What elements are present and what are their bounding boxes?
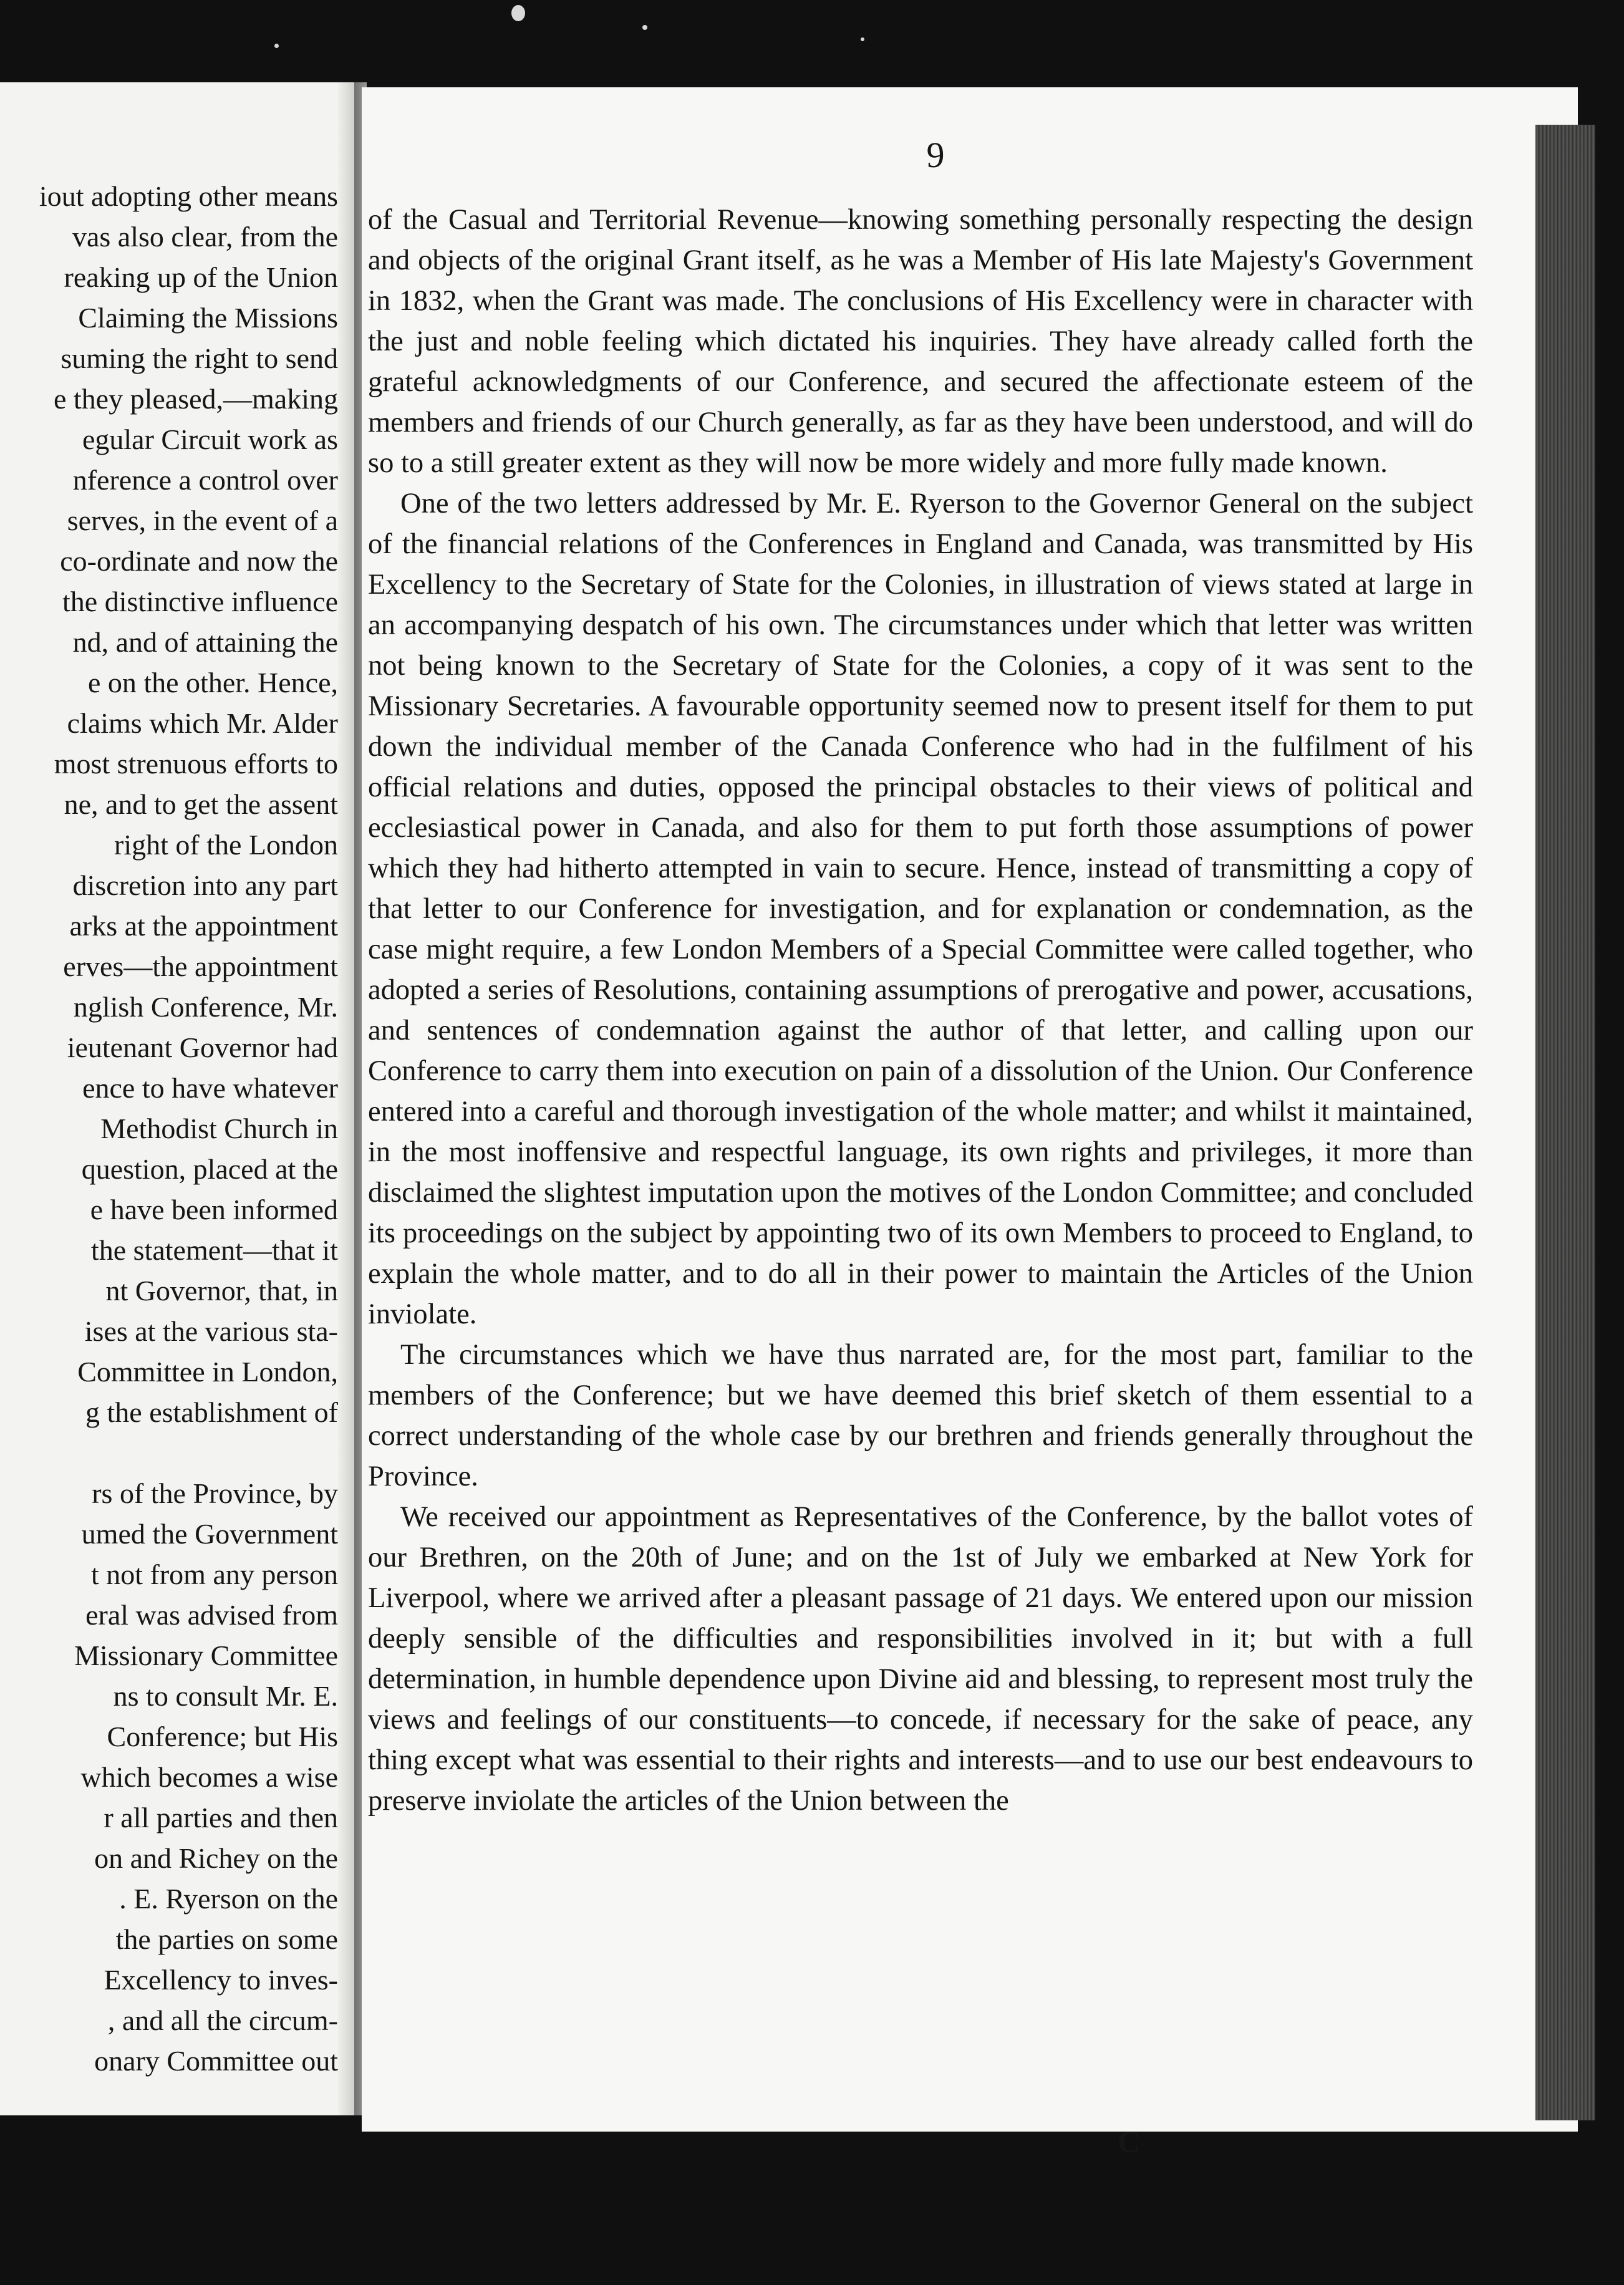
left-page-line: nglish Conference, Mr. [73,991,338,1023]
left-page-line: co-ordinate and now the [60,545,338,577]
left-page-line: discretion into any part [72,869,338,901]
dust-speck [642,25,647,30]
left-page-line: egular Circuit work as [82,423,338,455]
left-page-line: onary Committee out [94,2045,338,2077]
left-page-line: nd, and of attaining the [72,626,338,658]
paragraph-1: of the Casual and Territorial Revenue—knowing something personally respecting the design and objects of the original Grant itself, as he was a Member of His late Majesty's Government in 1832, when the Grant was made. The conclusions of His Excellency were in character with the just and noble feeling which dictated his inquiries. They have already called forth the grateful acknowledgments of our Conference, and secured the affectionate esteem of the members and friends of our Church generally, as far as they have been understood, and will do so to a still greater extent as they will now be more widely and more fully made known. [368,204,1473,479]
left-page-fold [338,82,354,2115]
left-page-line: Committee in London, [77,1356,338,1388]
page-number: 9 [926,135,945,175]
left-page-line: Conference; but His [107,1721,338,1752]
left-page-line: most strenuous efforts to [54,748,338,780]
paragraph-4: We received our appointment as Representatives of the Conference, by the ballot votes of our Brethren, on the 20th of June; and on the 1st of July we embarked at New York for Liverpool, where we arrived after a pleasant passage of 21 days. We entered upon our mission deeply sensible of the difficulties and responsibilities involved in it; but with a full determination, in humble dependence upon Divine aid and blessing, to represent most truly the views and feelings of our constituents—to concede, if necessary for the sake of peace, any thing except what was essential to their rights and interests—and to use our best endeavours to preserve inviolate the articles of the Union between the [368,1501,1473,1817]
left-page-line: e on the other. Hence, [87,667,338,698]
paragraph-2: One of the two letters addressed by Mr. E. Ryerson to the Governor General on the subject of the financial relations of the Conferences in England and Canada, was transmitted by His Excellency to the Secretary of State for the Colonies, in illustration of views stated at large in an accompanying despatch of his own. The circumstances under which that letter was written not being known to the Secretary of State for the Colonies, a copy of it was sent to the Missionary Secretaries. A favourable opportunity seemed now to present itself for them to put down the individual member of the Canada Conference who had in the fulfilment of his official relations and duties, opposed the principal obstacles to their views of political and ecclesiastical power in Canada, and also for them to put forth those assumptions of power which they had hitherto attempted in vain to secure. Hence, instead of transmitting a copy of that letter to our Conference for investigation, and for explanation or condemnation, as the case might require, a few London Members of a Special Committee were called together, who adopted a series of Resolutions, containing assumptions of prerogative and power, accusations, and sentences of condemnation against the author of that letter, and calling upon our Conference to carry them into execution on pain of a dissolution of the Union. Our Conference entered into a careful and thorough investigation of the whole matter; and whilst it maintained, in the most inoffensive and respectful language, its own rights and privileges, it more than disclaimed the slightest imputation upon the motives of the London Committee; and concluded its proceedings on the subject by appointing two of its own Members to proceed to England, to explain the whole matter, and to do all in their power to maintain the Articles of the Union inviolate. [368,488,1473,1330]
left-page-line: nference a control over [72,464,338,496]
left-page-line: iout adopting other means [39,180,338,212]
left-page-line: Methodist Church in [100,1113,338,1144]
left-page-line: question, placed at the [81,1153,338,1185]
left-page-line: e have been informed [90,1194,338,1225]
left-page-line: eral was advised from [85,1599,338,1631]
left-page-line: ence to have whatever [82,1072,338,1104]
left-page-line: Claiming the Missions [78,302,338,334]
left-page-line: suming the right to send [60,342,338,374]
left-page-line: e they pleased,—making [53,383,338,415]
left-page-line: ises at the various sta- [84,1315,338,1347]
left-page-line: Missionary Committee [74,1640,338,1671]
dust-speck [274,44,279,48]
left-page-line: erves—the appointment [63,950,338,982]
left-page-line: nt Governor, that, in [105,1275,338,1307]
left-page-line: right of the London [114,829,338,861]
left-page-line: t not from any person [90,1558,338,1590]
left-page-line: serves, in the event of a [67,505,338,536]
left-page-line: the distinctive influence [62,586,338,617]
page-edges [1535,125,1595,2120]
left-page-line: Excellency to inves- [104,1964,338,1996]
dust-speck [511,5,525,21]
left-page-line: ieutenant Governor had [67,1031,338,1063]
left-page-line: . E. Ryerson on the [119,1883,338,1915]
left-page-line: ne, and to get the assent [64,788,338,820]
left-page-line: r all parties and then [104,1802,338,1833]
left-page-line [0,1432,338,1473]
signature-mark: C [1117,2124,1141,2159]
left-page-line: which becomes a wise [80,1761,338,1793]
left-page [0,82,354,2115]
left-page-line: the parties on some [115,1923,338,1955]
left-page-line: arks at the appointment [69,910,338,942]
left-page-line: the statement—that it [90,1234,338,1266]
left-page-line: , and all the circum- [107,2004,338,2036]
dust-speck [861,37,864,41]
left-page-line: rs of the Province, by [92,1477,338,1509]
left-page-line: claims which Mr. Alder [67,707,338,739]
left-page-line: reaking up of the Union [64,261,338,293]
paragraph-3: The circumstances which we have thus narrated are, for the most part, familiar to the members of the Conference; but we have deemed this brief sketch of them essential to a correct understanding of the whole case by our brethren and friends generally throughout the Province. [368,1339,1473,1492]
body-text [368,200,1473,1821]
left-page-line: ns to consult Mr. E. [113,1680,338,1712]
left-page-text [0,176,338,2081]
left-page-line: g the establishment of [85,1396,338,1428]
left-page-line: on and Richey on the [94,1842,338,1874]
left-page-line: vas also clear, from the [72,221,338,253]
left-page-line: umed the Government [81,1518,338,1550]
